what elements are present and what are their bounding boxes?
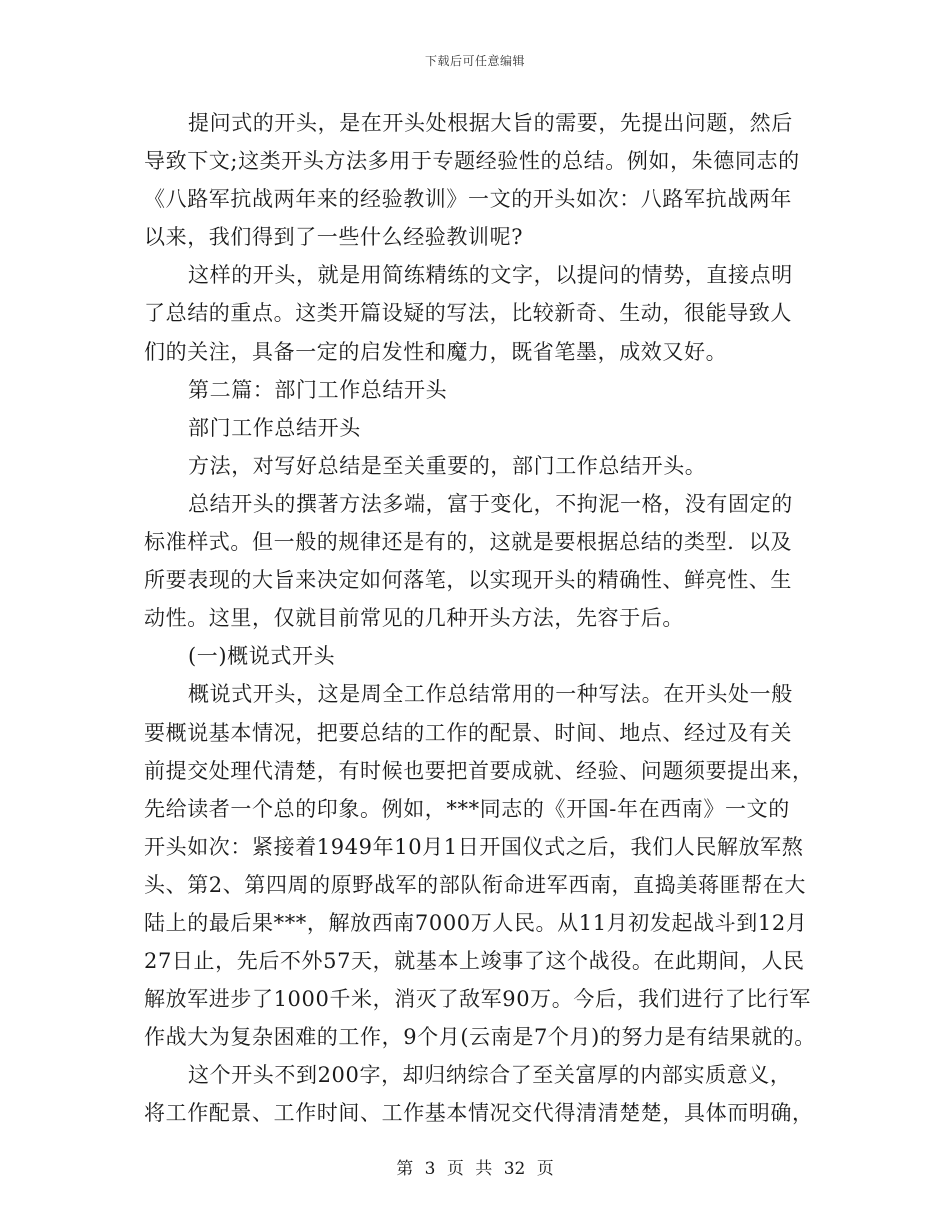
- text-line: 《八路军抗战两年来的经验教训》一文的开头如次：八路军抗战两年: [144, 187, 792, 212]
- text-line: 以来，我们得到了一些什么经验教训呢?: [144, 225, 524, 250]
- text-line: 标准样式。但一般的规律还是有的，这就是要根据总结的类型．以及: [144, 530, 792, 555]
- text-line: 动性。这里，仅就目前常见的几种开头方法，先容于后。: [144, 606, 684, 631]
- text-line: 方法，对写好总结是至关重要的，部门工作总结开头。: [188, 453, 707, 478]
- text-line: 前提交处理代清楚，有时候也要把首要成就、经验、问题须要提出来，: [144, 758, 814, 783]
- text-line: 要概说基本情况，把要总结的工作的配景、时间、地点、经过及有关: [144, 720, 792, 745]
- page-header: 下载后可任意编辑: [424, 54, 525, 68]
- text-line: 这个开头不到200字，却归纳综合了至关富厚的内部实质意义，: [188, 1063, 792, 1088]
- text-line: 了总结的重点。这类开篇设疑的写法，比较新奇、生动，很能导致人: [144, 301, 792, 326]
- text-line: 开头如次：紧接着1949年10月1日开国仪式之后，我们人民解放军熬: [144, 834, 804, 859]
- text-line: 导致下文;这类开头方法多用于专题经验性的总结。例如，朱德同志的: [144, 149, 800, 174]
- text-line: 将工作配景、工作时间、工作基本情况交代得清清楚楚，具体而明确，: [144, 1101, 814, 1126]
- text-line: 部门工作总结开头: [188, 415, 361, 440]
- text-line: 作战大为复杂困难的工作，9个月(云南是7个月)的努力是有结果就的。: [144, 1025, 816, 1050]
- text-line: 所要表现的大旨来决定如何落笔，以实现开头的精确性、鲜亮性、生: [144, 568, 792, 593]
- text-line: 提问式的开头，是在开头处根据大旨的需要，先提出问题，然后: [188, 111, 793, 135]
- text-line: 解放军进步了1000千米，消灭了敌军90万。今后，我们进行了比行军: [144, 987, 811, 1012]
- text-line: 概说式开头，这是周全工作总结常用的一种写法。在开头处一般: [188, 682, 793, 707]
- text-line: (一)概说式开头: [188, 644, 336, 669]
- text-line: 头、第2、第四周的原野战军的部队衔命进军西南，直捣美蒋匪帮在大: [144, 872, 806, 897]
- text-line: 第二篇：部门工作总结开头: [188, 377, 448, 402]
- body-text: [144, 104, 816, 1133]
- text-line: 先给读者一个总的印象。例如，***同志的《开国-年在西南》一文的: [144, 796, 790, 821]
- text-line: 这样的开头，就是用简练精练的文字，以提问的情势，直接点明: [188, 263, 793, 288]
- text-line: 27日止，先后不外57天，就基本上竣事了这个战役。在此期间，人民: [144, 949, 805, 974]
- text-line: 总结开头的撰著方法多端，富于变化，不拘泥一格，没有固定的: [188, 491, 793, 516]
- page-footer: 第 3 页 共 32 页: [396, 1159, 554, 1179]
- text-line: 陆上的最后果***，解放西南7000万人民。从11月初发起战斗到12月: [144, 910, 808, 935]
- text-line: 们的关注，具备一定的启发性和魔力，既省笔墨，成效又好。: [144, 339, 728, 364]
